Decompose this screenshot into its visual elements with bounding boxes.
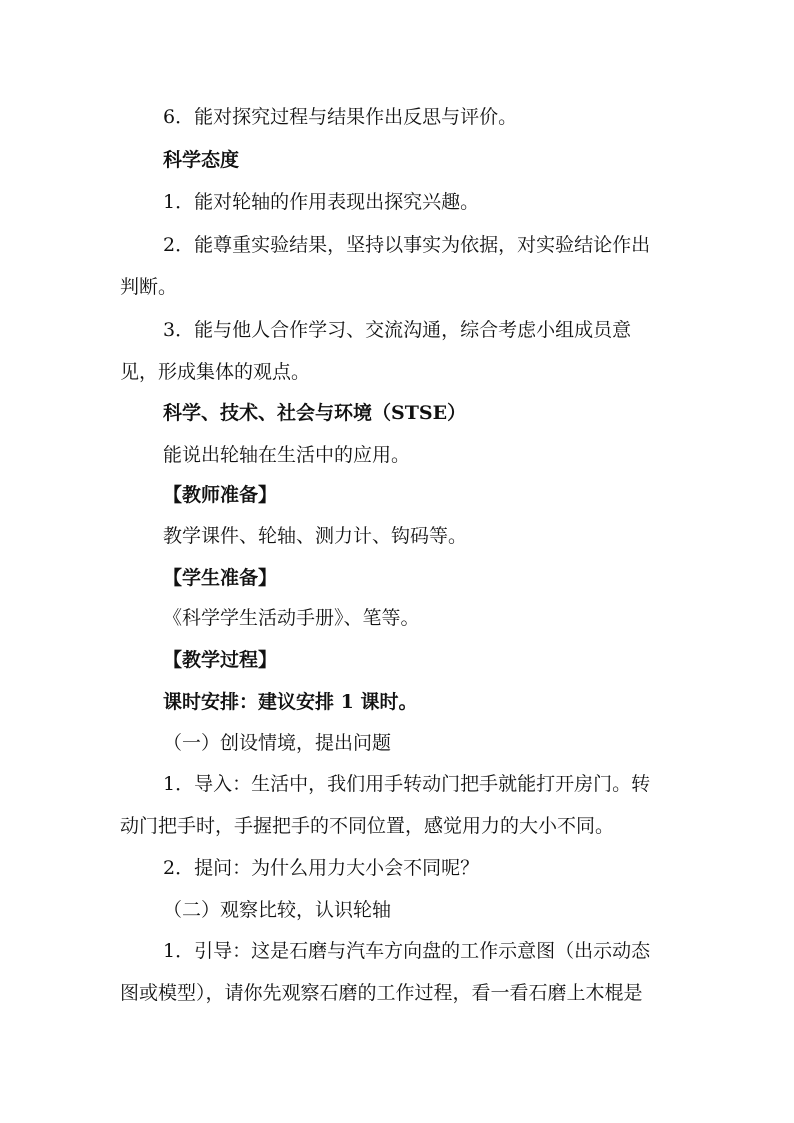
- text-line: 见，形成集体的观点。: [120, 361, 311, 383]
- text-line: （二）观察比较，认识轮轴: [163, 899, 392, 921]
- text-line: （一）创设情境，提出问题: [163, 732, 392, 754]
- text-line: 教学课件、轮轴、测力计、钩码等。: [163, 525, 468, 547]
- section-heading: 科学态度: [163, 149, 240, 171]
- text-line: 2．能尊重实验结果，坚持以事实为依据，对实验结论作出: [163, 234, 651, 256]
- text-line: 2．提问：为什么用力大小会不同呢？: [163, 857, 480, 879]
- text-line: 图或模型），请你先观察石磨的工作过程，看一看石磨上木棍是: [120, 982, 643, 1004]
- text-line: 1．引导：这是石磨与汽车方向盘的工作示意图（出示动态: [163, 940, 651, 962]
- section-heading: 【学生准备】: [163, 567, 278, 589]
- text-line: 动门把手时，手握把手的不同位置，感觉用力的大小不同。: [120, 815, 615, 837]
- text-line: 判断。: [120, 276, 178, 298]
- section-heading: 【教师准备】: [163, 484, 278, 506]
- text-line: 1．能对轮轴的作用表现出探究兴趣。: [163, 191, 480, 213]
- text-line: 3．能与他人合作学习、交流沟通，综合考虑小组成员意: [163, 319, 632, 341]
- text-line: 6．能对探究过程与结果作出反思与评价。: [163, 106, 518, 128]
- section-heading: 科学、技术、社会与环境（STSE）: [163, 402, 467, 424]
- section-heading: 课时安排：建议安排 1 课时。: [163, 691, 418, 713]
- text-line: 《科学学生活动手册》、笔等。: [163, 607, 420, 629]
- text-line: 能说出轮轴在生活中的应用。: [163, 444, 411, 466]
- section-heading: 【教学过程】: [163, 649, 278, 671]
- text-line: 1．导入：生活中，我们用手转动门把手就能打开房门。转: [163, 773, 651, 795]
